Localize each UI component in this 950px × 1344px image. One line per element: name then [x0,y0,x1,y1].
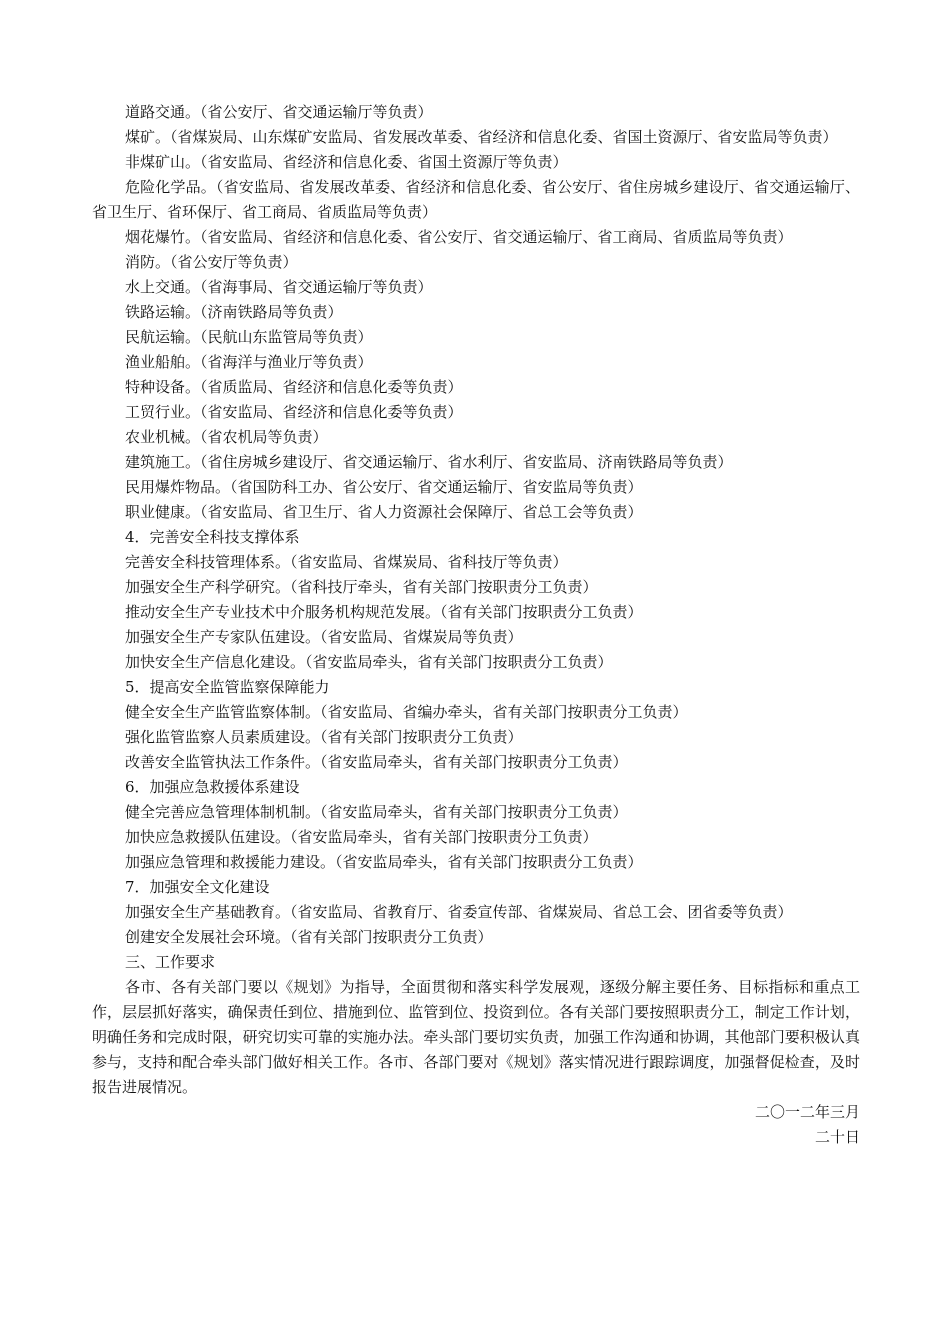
paragraph-social-environment: 创建安全发展社会环境。（省有关部门按职责分工负责） [125,928,493,946]
paragraph-basic-education: 加强安全生产基础教育。（省安监局、省教育厅、省委宣传部、省煤炭局、省总工会、团省委等负责） [125,903,793,921]
section-heading-5: 5．提高安全监管监察保障能力 [125,678,330,696]
paragraph-special-equipment: 特种设备。（省质监局、省经济和信息化委等负责） [125,378,463,396]
paragraph-research: 加强安全生产科学研究。（省科技厅牵头，省有关部门按职责分工负责） [125,578,598,596]
paragraph-fishing-vessels: 渔业船舶。（省海洋与渔业厅等负责） [125,353,373,371]
paragraph-railway: 铁路运输。（济南铁路局等负责） [125,303,343,321]
paragraph-civil-explosives: 民用爆炸物品。（省国防科工办、省公安厅、省交通运输厅、省安监局等负责） [125,478,643,496]
paragraph-personnel-quality: 强化监管监察人员素质建设。（省有关部门按职责分工负责） [125,728,523,746]
section-heading-6: 6．加强应急救援体系建设 [125,778,300,796]
paragraph-occupational-health: 职业健康。（省安监局、省卫生厅、省人力资源社会保障厅、省总工会等负责） [125,503,643,521]
paragraph-road-traffic: 道路交通。（省公安厅、省交通运输厅等负责） [125,103,433,121]
paragraph-enforcement-conditions: 改善安全监管执法工作条件。（省安监局牵头，省有关部门按职责分工负责） [125,753,628,771]
section-heading-7: 7．加强安全文化建设 [125,878,270,896]
paragraph-civil-aviation: 民航运输。（民航山东监管局等负责） [125,328,373,346]
paragraph-rescue-capability: 加强应急管理和救援能力建设。（省安监局牵头，省有关部门按职责分工负责） [125,853,643,871]
paragraph-work-requirements: 各市、各有关部门要以《规划》为指导，全面贯彻和落实科学发展观，逐级分解主要任务、目标指标和重点工作，层层抓好落实，确保责任到位、措施到位、监管到位、投资到位。各有关部门要按照职责分工，制定工作计划，明确任务和完成时限，研究切实可靠的实施办法。牵头部门要切实负责，加强工作沟通和协调，其他部门要积极认真参与，支持和配合牵头部门做好相关工作。各市、各部门要对《规划》落实情况进行跟踪调度，加强督促检查，及时报告进展情况。 [92,978,860,1096]
date-line-1: 二〇一二年三月 [754,1103,860,1121]
paragraph-supervision-system: 健全安全生产监管监察体制。（省安监局、省编办牵头，省有关部门按职责分工负责） [125,703,688,721]
paragraph-water-traffic: 水上交通。（省海事局、省交通运输厅等负责） [125,278,433,296]
paragraph-industry-trade: 工贸行业。（省安监局、省经济和信息化委等负责） [125,403,463,421]
paragraph-coal-mine: 煤矿。（省煤炭局、山东煤矿安监局、省发展改革委、省经济和信息化委、省国土资源厅、省安监局等负责） [125,128,838,146]
paragraph-construction: 建筑施工。（省住房城乡建设厅、省交通运输厅、省水利厅、省安监局、济南铁路局等负责） [125,453,733,471]
paragraph-tech-management: 完善安全科技管理体系。（省安监局、省煤炭局、省科技厅等负责） [125,553,568,571]
paragraph-expert-team: 加强安全生产专家队伍建设。（省安监局、省煤炭局等负责） [125,628,523,646]
paragraph-fire-control: 消防。（省公安厅等负责） [125,253,298,271]
paragraph-hazardous-chemicals: 危险化学品。（省安监局、省发展改革委、省经济和信息化委、省公安厅、省住房城乡建设厅、省交通运输厅、省卫生厅、省环保厅、省工商局、省质监局等负责） [92,178,860,221]
paragraph-fireworks: 烟花爆竹。（省安监局、省经济和信息化委、省公安厅、省交通运输厅、省工商局、省质监局等负责） [125,228,793,246]
paragraph-rescue-team: 加快应急救援队伍建设。（省安监局牵头，省有关部门按职责分工负责） [125,828,598,846]
section-heading-work-requirements: 三、工作要求 [125,953,216,971]
paragraph-emergency-mechanism: 健全完善应急管理体制机制。（省安监局牵头，省有关部门按职责分工负责） [125,803,628,821]
section-heading-4: 4．完善安全科技支撑体系 [125,528,300,546]
paragraph-non-coal-mine: 非煤矿山。（省安监局、省经济和信息化委、省国土资源厅等负责） [125,153,568,171]
paragraph-intermediary-services: 推动安全生产专业技术中介服务机构规范发展。（省有关部门按职责分工负责） [125,603,643,621]
paragraph-agricultural-machinery: 农业机械。（省农机局等负责） [125,428,328,446]
date-line-2: 二十日 [814,1128,860,1146]
paragraph-informatization: 加快安全生产信息化建设。（省安监局牵头，省有关部门按职责分工负责） [125,653,613,671]
document-body [92,100,860,1150]
